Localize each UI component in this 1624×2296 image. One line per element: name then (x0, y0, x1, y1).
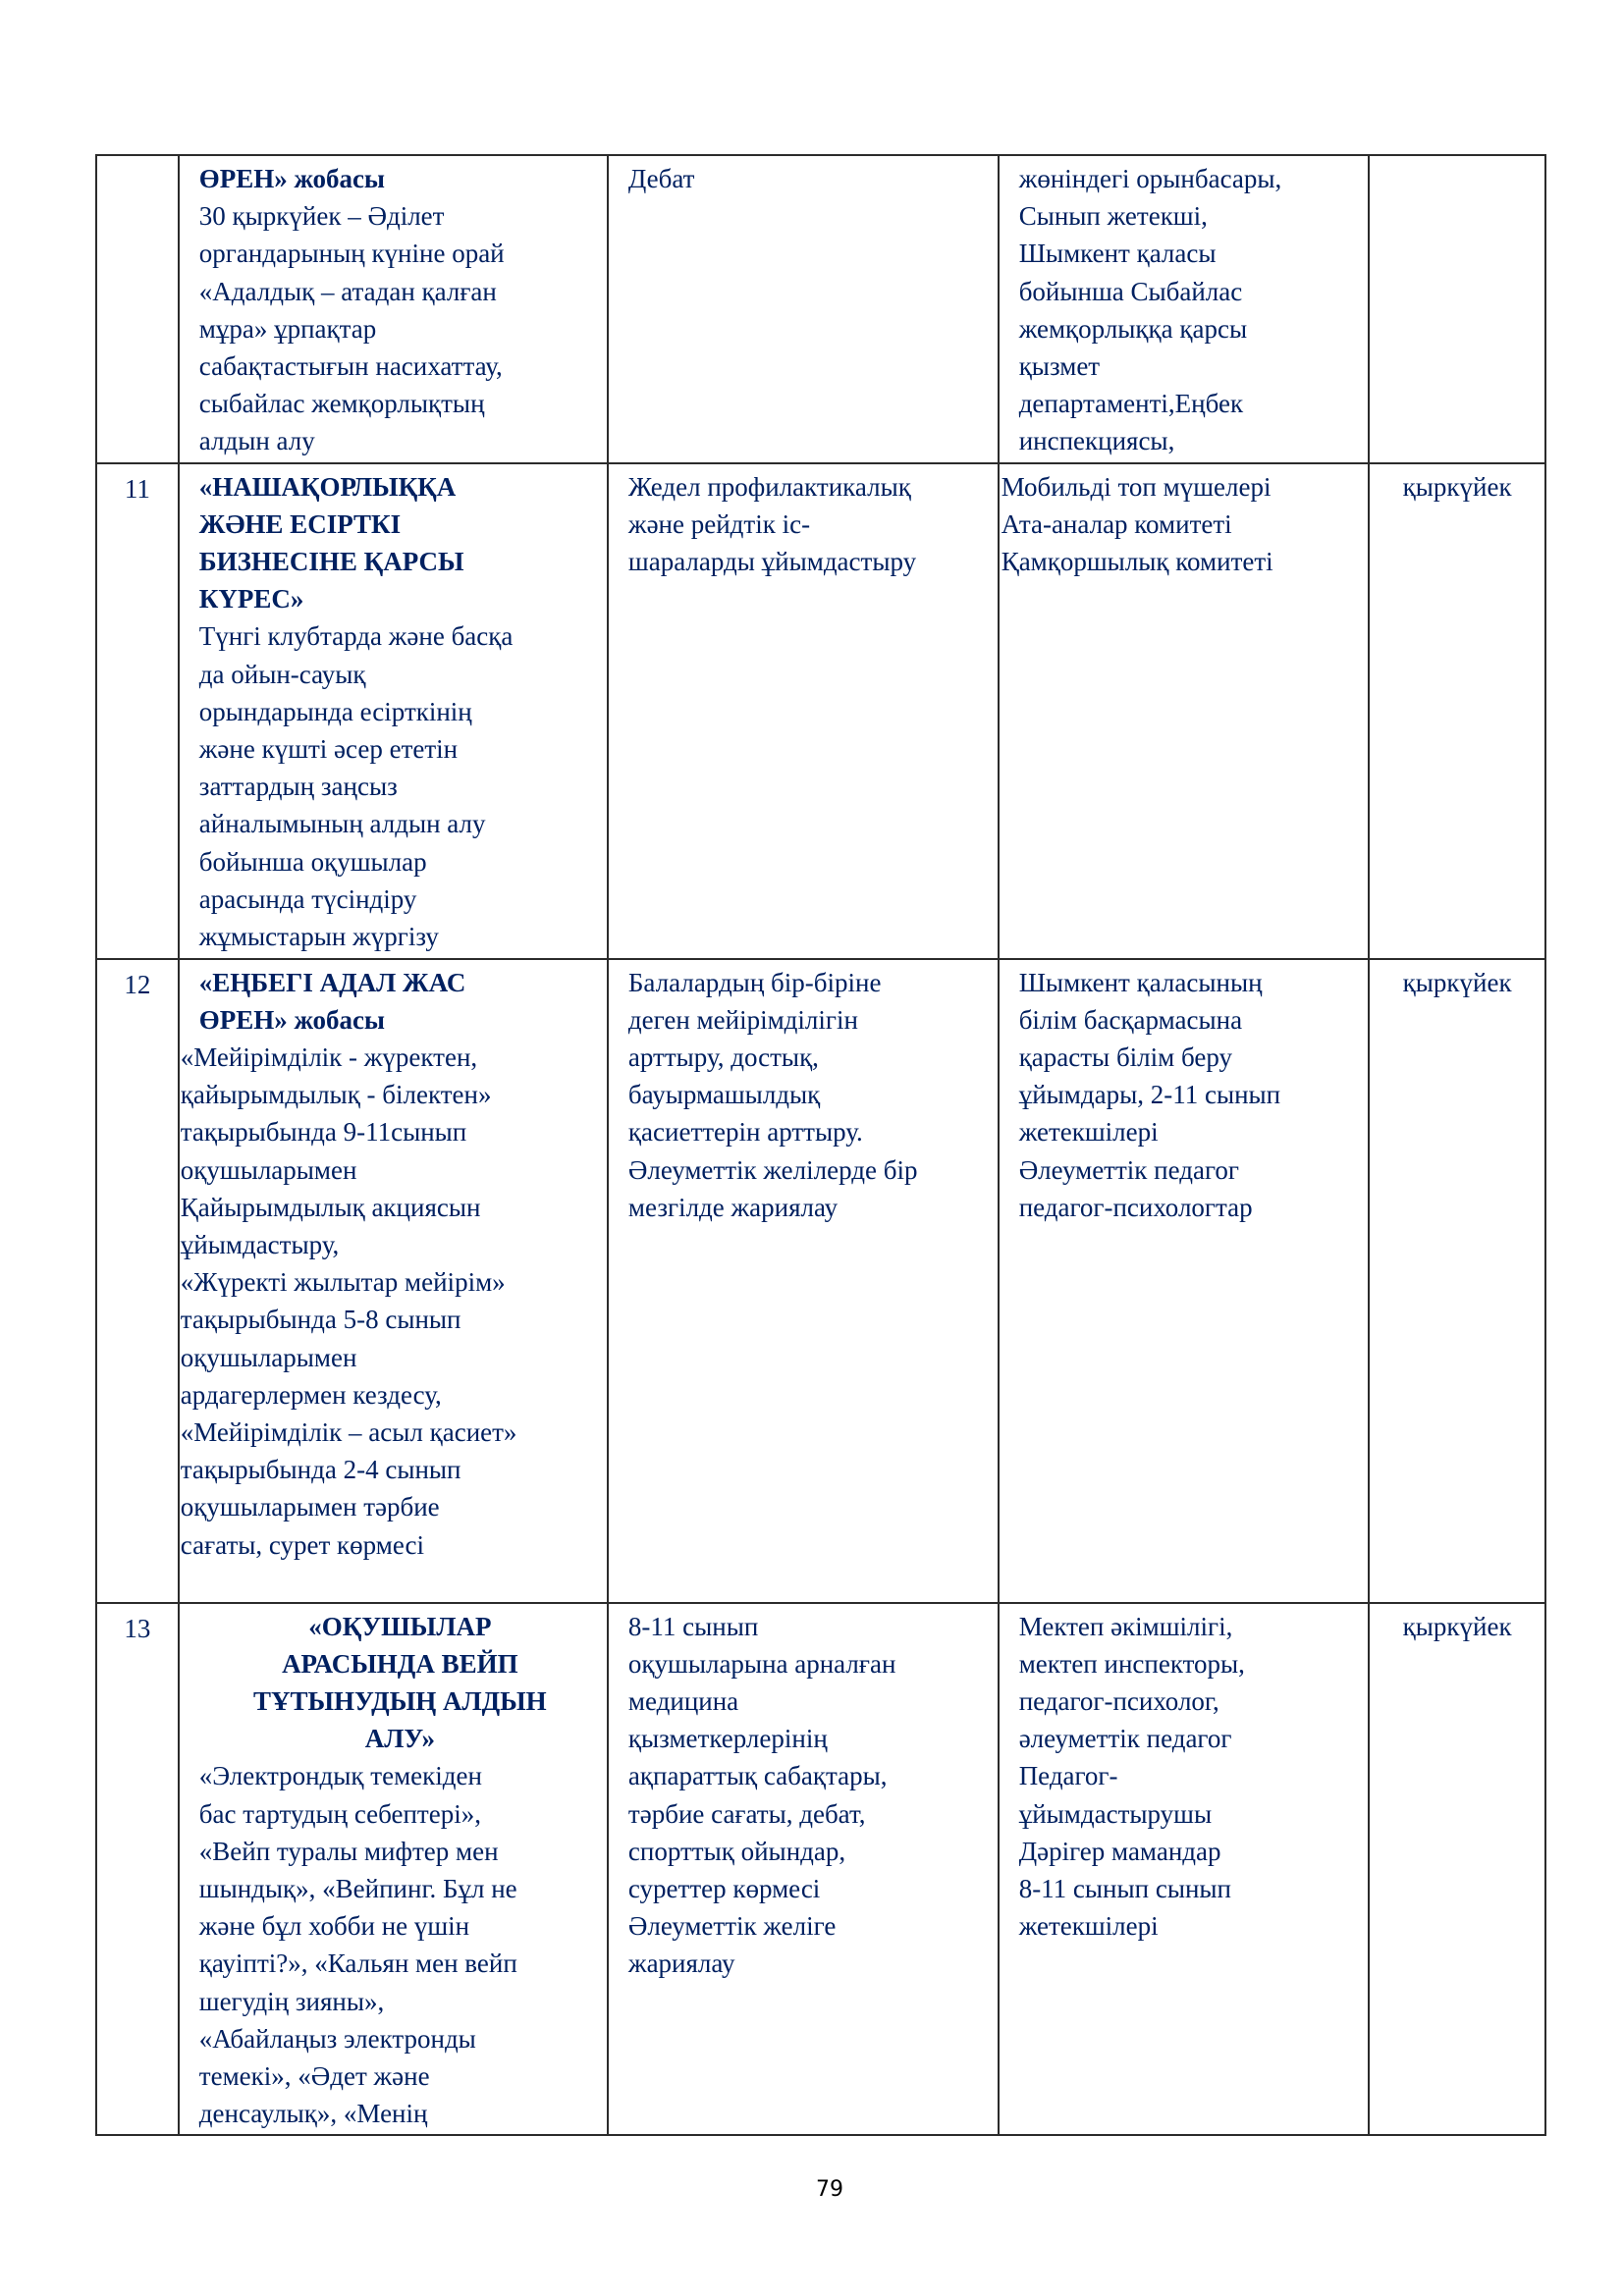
event-body-line: сыбайлас жемқорлықтың (198, 389, 485, 419)
responsible-line: жемқорлыққа қарсы (1018, 313, 1248, 344)
event-title-line: ТҰТЫНУДЫҢ АЛДЫН (253, 1686, 547, 1717)
responsible-line: 8-11 сынып сынып (1018, 1874, 1232, 1904)
form-cell (608, 463, 999, 959)
date-cell (1369, 1603, 1545, 2136)
row-number-cell (96, 959, 179, 1603)
form-line: бауырмашылдық (627, 1080, 821, 1110)
event-body-line: Қайырымдылық акциясын (180, 1192, 481, 1222)
row-number-cell (96, 155, 179, 463)
responsible-line: ұйымдастырушы (1018, 1798, 1213, 1829)
event-body-line: сабақтастығын насихаттау, (198, 351, 503, 382)
responsible-line: Шымкент қаласының (1018, 967, 1263, 997)
form-line: 8-11 сынып (627, 1611, 759, 1641)
responsible-line: департаменті,Еңбек (1018, 389, 1244, 419)
form-line: деген мейірімділігін (627, 1004, 858, 1035)
form-line: тәрбие сағаты, дебат, (627, 1798, 866, 1829)
form-line: Әлеуметтік желіге (627, 1911, 837, 1942)
table-row (96, 155, 1545, 463)
form-line: Дебат (627, 164, 695, 193)
event-body-line: органдарының күніне орай (198, 239, 505, 269)
responsible-line: жөніндегі орынбасары, (1018, 164, 1282, 193)
form-line: Балалардың бір-біріне (627, 967, 882, 997)
form-line: спорттық ойындар, (627, 1836, 846, 1866)
event-body-line: заттардың заңсыз (198, 772, 398, 802)
table-row (96, 959, 1545, 1603)
event-body-line: ұйымдастыру, (180, 1230, 340, 1260)
responsible-line: бойынша Сыбайлас (1018, 276, 1243, 306)
row-number: 12 (124, 969, 151, 999)
date-value: қыркүйек (1402, 1611, 1512, 1641)
responsible-line: білім басқармасына (1018, 1004, 1243, 1035)
form-line: және рейдтік іс- (627, 508, 811, 539)
event-body-line: «Жүректі жылытар мейірім» (180, 1267, 506, 1298)
responsible-line: Дәрігер мамандар (1018, 1836, 1221, 1866)
event-body-line: мұра» ұрпақтар (198, 313, 377, 344)
responsible-cell (999, 155, 1370, 463)
form-line: оқушыларына арналған (627, 1648, 896, 1679)
date-value: қыркүйек (1402, 967, 1512, 997)
form-line: медицина (627, 1686, 739, 1717)
responsible-line: ұйымдары, 2-11 сынып (1018, 1080, 1281, 1110)
event-body-line: жұмыстарын жүргізу (198, 922, 439, 952)
event-title-line: «ЕҢБЕГІ АДАЛ ЖАС (198, 967, 466, 997)
event-body-line: «Абайлаңыз электронды (198, 2023, 476, 2054)
event-body-line: шегудің зияны», (198, 1986, 385, 2016)
event-body-line: темекі», «Әдет және (198, 2061, 430, 2092)
event-title-line: ӨРЕН» жобасы (198, 1004, 386, 1035)
responsible-line: Әлеуметтік педагог (1018, 1154, 1239, 1185)
date-cell (1369, 463, 1545, 959)
event-body-line: бас тартудың себептері», (198, 1798, 481, 1829)
responsible-line: Мобильді топ мүшелері (1001, 471, 1272, 502)
event-body-line: Түнгі клубтарда және басқа (198, 621, 514, 652)
event-cell (179, 959, 608, 1603)
event-body-line: оқушыларымен (180, 1342, 357, 1372)
event-body-line: тақырыбында 9-11сынып (180, 1117, 467, 1148)
form-line: шараларды ұйымдастыру (627, 547, 917, 577)
row-number: 11 (124, 473, 150, 504)
responsible-cell (999, 959, 1370, 1603)
event-body-line: ардагерлермен кездесу, (180, 1379, 442, 1410)
event-title-line: БИЗНЕСІНЕ ҚАРСЫ (198, 547, 464, 577)
event-body-line: айналымының алдын алу (198, 809, 486, 839)
event-cell (179, 1603, 608, 2136)
form-line: жариялау (627, 1949, 735, 1979)
form-line: арттыру, достық, (627, 1042, 819, 1073)
responsible-cell (999, 1603, 1370, 2136)
event-body-line: тақырыбында 5-8 сынып (180, 1305, 461, 1335)
event-body-line: «Адалдық – атадан қалған (198, 276, 497, 306)
event-title-line: АРАСЫНДА ВЕЙП (282, 1648, 518, 1679)
event-title-line: ЖӘНЕ ЕСІРТКІ (198, 508, 402, 539)
row-number: 13 (124, 1613, 151, 1643)
responsible-line: Шымкент қаласы (1018, 239, 1217, 269)
table-row (96, 463, 1545, 959)
event-body-line: денсаулық», «Менің (198, 2099, 428, 2129)
event-body-line: да ойын-сауық (198, 659, 366, 689)
form-line: ақпараттық сабақтары, (627, 1761, 888, 1791)
responsible-line: Педагог- (1018, 1761, 1118, 1791)
event-body-line: орындарында есірткінің (198, 696, 472, 726)
responsible-cell (999, 463, 1370, 959)
row-number-cell (96, 463, 179, 959)
event-body-line: қайырымдылық - білектен» (180, 1080, 492, 1110)
responsible-line: педагог-психологтар (1018, 1192, 1253, 1222)
event-cell (179, 155, 608, 463)
responsible-line: Ата-аналар комитеті (1001, 508, 1232, 539)
page-number: 79 (816, 2177, 843, 2202)
event-body-line: алдын алу (198, 426, 315, 456)
table-row (96, 1603, 1545, 2136)
responsible-line: Сынып жетекші, (1018, 201, 1208, 232)
event-title-line: ӨРЕН» жобасы (198, 164, 386, 193)
date-cell (1369, 155, 1545, 463)
responsible-line: қарасты білім беру (1018, 1042, 1233, 1073)
form-cell (608, 155, 999, 463)
event-body-line: оқушыларымен тәрбие (180, 1492, 440, 1522)
event-body-line: қауіпті?», «Кальян мен вейп (198, 1949, 517, 1979)
form-line: мезгілде жариялау (627, 1192, 839, 1222)
event-title-line: «НАШАҚОРЛЫҚҚА (198, 471, 457, 502)
responsible-line: Мектеп әкімшілігі, (1018, 1611, 1233, 1641)
event-body-line: бойынша оқушылар (198, 846, 427, 877)
event-body-line: және күшті әсер ететін (198, 734, 459, 765)
event-body-line: «Мейірімділік – асыл қасиет» (180, 1417, 517, 1448)
event-body-line: арасында түсіндіру (198, 883, 417, 914)
responsible-line: инспекциясы, (1018, 426, 1175, 456)
form-cell (608, 1603, 999, 2136)
event-body-line: және бұл хобби не үшін (198, 1911, 470, 1942)
row-number-cell (96, 1603, 179, 2136)
event-body-line: «Электрондық темекіден (198, 1761, 482, 1791)
form-line: суреттер көрмесі (627, 1874, 821, 1904)
responsible-line: әлеуметтік педагог (1018, 1724, 1232, 1754)
responsible-line: жетекшілері (1018, 1911, 1159, 1942)
event-title-line: АЛУ» (364, 1724, 435, 1754)
event-cell (179, 463, 608, 959)
event-body-line: сағаты, сурет көрмесі (180, 1529, 424, 1560)
event-body-line: оқушыларымен (180, 1154, 357, 1185)
form-cell (608, 959, 999, 1603)
form-line: Жедел профилактикалық (627, 471, 911, 502)
event-title-line: КҮРЕС» (198, 584, 304, 614)
event-body-line: шындық», «Вейпинг. Бұл не (198, 1874, 517, 1904)
form-line: Әлеуметтік желілерде бір (627, 1154, 918, 1185)
event-body-line: «Мейірімділік - жүректен, (180, 1042, 478, 1073)
responsible-line: жетекшілері (1018, 1117, 1159, 1148)
event-title-line: «ОҚУШЫЛАР (308, 1611, 492, 1641)
date-value: қыркүйек (1402, 471, 1512, 502)
events-plan-table (95, 154, 1546, 2136)
form-line: қызметкерлерінің (627, 1724, 828, 1754)
event-body-line: 30 қыркүйек – Әділет (198, 201, 445, 232)
responsible-line: қызмет (1018, 351, 1101, 382)
event-body-line: «Вейп туралы мифтер мен (198, 1836, 499, 1866)
event-body-line: тақырыбында 2-4 сынып (180, 1455, 461, 1485)
responsible-line: Қамқоршылық комитеті (1001, 547, 1273, 577)
form-line: қасиеттерін арттыру. (627, 1117, 863, 1148)
date-cell (1369, 959, 1545, 1603)
responsible-line: мектеп инспекторы, (1018, 1648, 1245, 1679)
responsible-line: педагог-психолог, (1018, 1686, 1219, 1717)
